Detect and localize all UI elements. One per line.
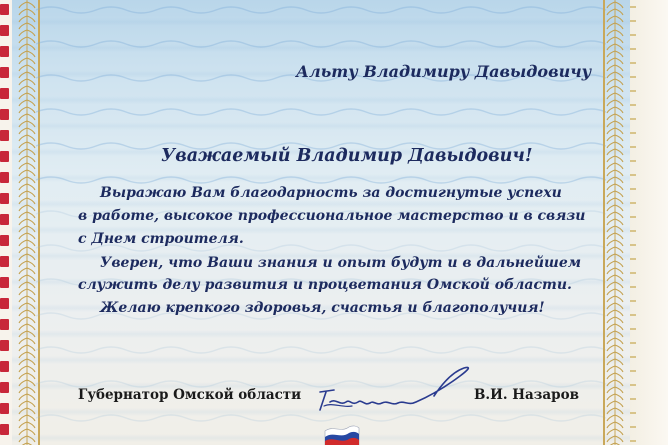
edge-tick <box>630 6 636 8</box>
rope-segment <box>0 4 9 15</box>
edge-tick <box>630 118 636 120</box>
rope-segment <box>0 88 9 99</box>
edge-tick <box>630 188 636 190</box>
body-line: в работе, высокое профессиональное мастерство и в связи <box>78 208 586 224</box>
edge-tick <box>630 230 636 232</box>
body-line: служить делу развития и процветания Омской области. <box>78 277 572 293</box>
rope-segment <box>0 382 9 393</box>
rope-segment <box>0 319 9 330</box>
greeting-line: Уважаемый Владимир Давыдович! <box>161 146 533 166</box>
rope-segment <box>0 361 9 372</box>
edge-tick <box>630 398 636 400</box>
body-line: Выражаю Вам благодарность за достигнутые успехи <box>100 185 562 201</box>
edge-tick <box>630 272 636 274</box>
right-wheat-ornament <box>606 0 624 445</box>
edge-tick <box>630 174 636 176</box>
body-line: Уверен, что Ваши знания и опыт будут и в дальнейшем <box>100 255 582 271</box>
handwritten-signature <box>312 362 482 422</box>
rope-segment <box>0 46 9 57</box>
right-gold-line <box>603 0 605 445</box>
edge-tick <box>630 244 636 246</box>
edge-tick <box>630 426 636 428</box>
rope-segment <box>0 193 9 204</box>
edge-tick <box>630 104 636 106</box>
edge-tick <box>630 440 636 442</box>
edge-tick <box>630 412 636 414</box>
rope-segment <box>0 277 9 288</box>
rope-segment <box>0 130 9 141</box>
edge-tick <box>630 62 636 64</box>
edge-tick <box>630 370 636 372</box>
edge-tick <box>630 20 636 22</box>
edge-tick <box>630 90 636 92</box>
edge-tick <box>630 384 636 386</box>
edge-tick <box>630 314 636 316</box>
rope-segment <box>0 424 9 435</box>
edge-tick <box>630 160 636 162</box>
edge-tick <box>630 34 636 36</box>
left-wheat-ornament <box>18 0 36 445</box>
rope-segment <box>0 214 9 225</box>
edge-tick <box>630 286 636 288</box>
edge-tick <box>630 216 636 218</box>
edge-tick <box>630 328 636 330</box>
edge-tick <box>630 76 636 78</box>
body-line: Желаю крепкого здоровья, счастья и благополучия! <box>100 300 545 316</box>
rope-segment <box>0 172 9 183</box>
red-rope-border <box>0 0 12 445</box>
rope-segment <box>0 109 9 120</box>
rope-segment <box>0 25 9 36</box>
rope-segment <box>0 151 9 162</box>
edge-tick <box>630 48 636 50</box>
edge-tick <box>630 146 636 148</box>
edge-tick <box>630 356 636 358</box>
rope-segment <box>0 340 9 351</box>
rope-segment <box>0 256 9 267</box>
edge-tick <box>630 258 636 260</box>
omsk-region-flag-emblem <box>321 423 363 445</box>
edge-tick <box>630 342 636 344</box>
rope-segment <box>0 403 9 414</box>
signatory-name: В.И. Назаров <box>474 387 579 403</box>
rope-segment <box>0 298 9 309</box>
recipient-name: Альту Владимиру Давыдовичу <box>296 62 592 81</box>
right-page-edge <box>630 0 668 445</box>
rope-segment <box>0 67 9 78</box>
signatory-title: Губернатор Омской области <box>78 387 302 403</box>
body-line: с Днем строителя. <box>78 231 244 247</box>
edge-tick <box>630 300 636 302</box>
rope-segment <box>0 235 9 246</box>
edge-tick <box>630 202 636 204</box>
edge-tick <box>630 132 636 134</box>
